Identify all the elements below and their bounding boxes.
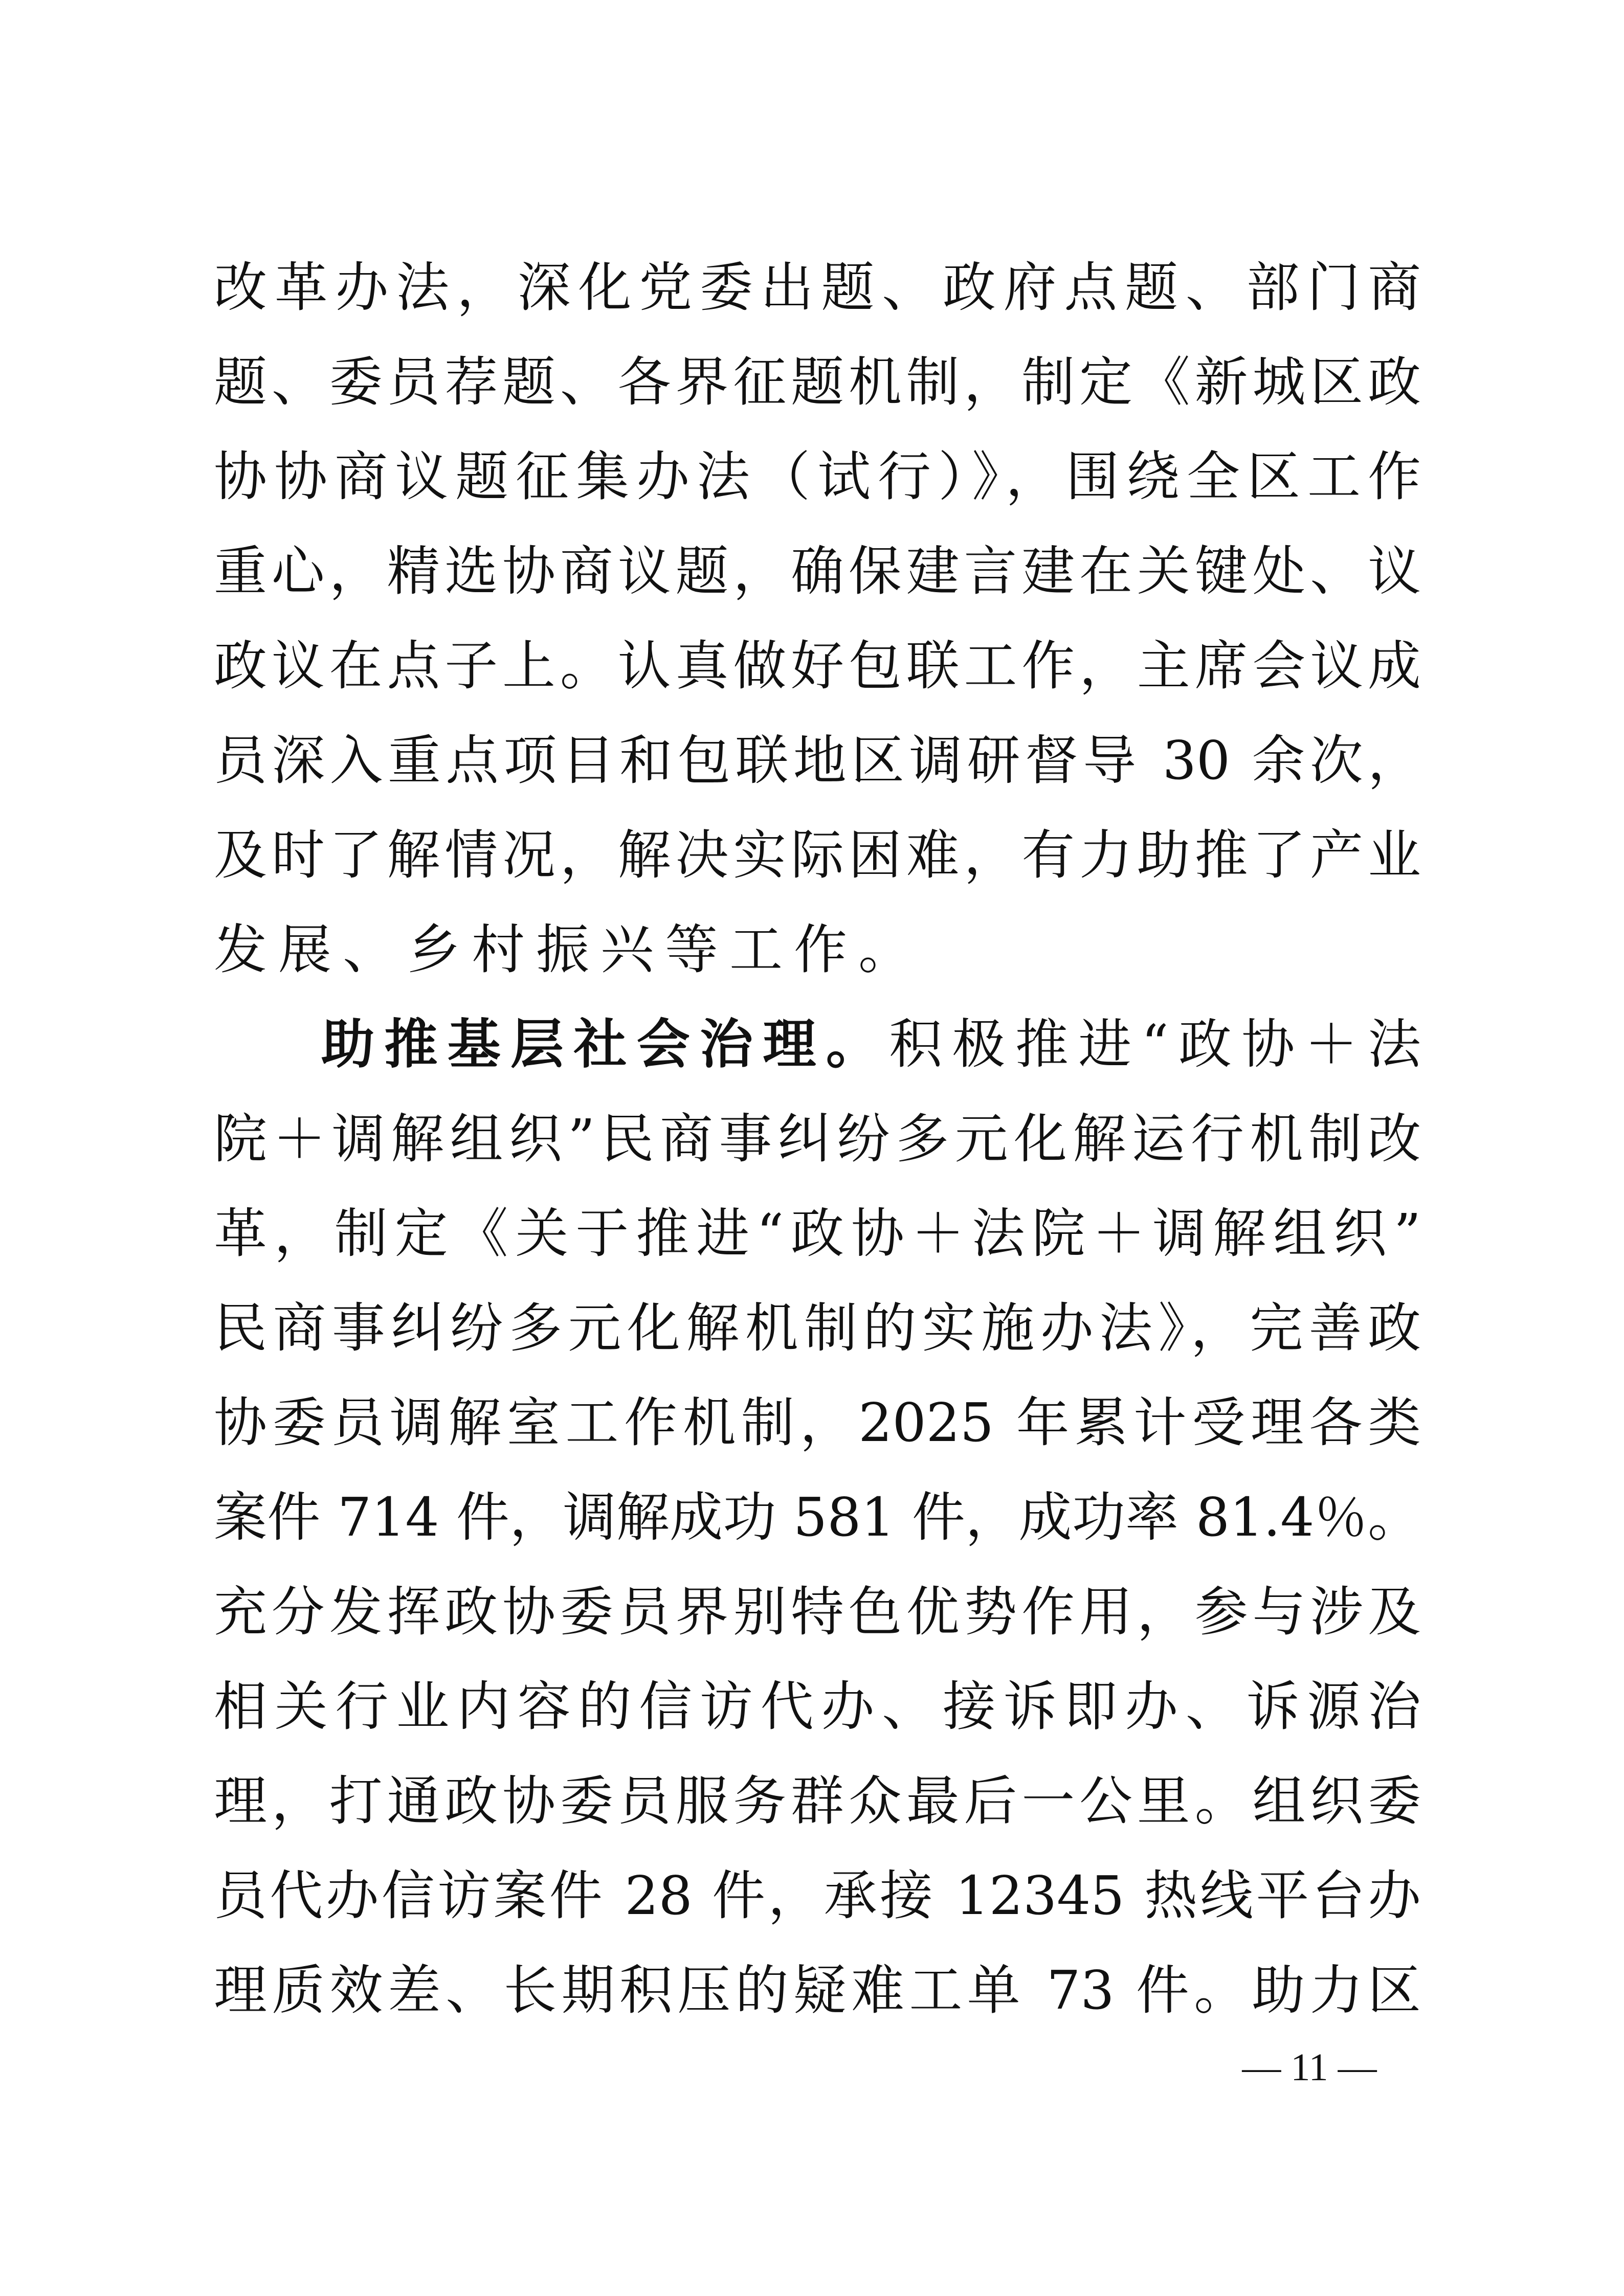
paragraph-2-line-6: 案件 714 件，调解成功 581 件，成功率 81.4％。: [214, 1486, 1421, 1548]
paragraph-1-line-6: 员深入重点项目和包联地区调研督导 30 余次，: [214, 729, 1421, 792]
paragraph-2-line-3: 革，制定《关于推进“政协＋法院＋调解组织”: [214, 1202, 1421, 1265]
body-text: [214, 240, 1421, 2038]
paragraph-2-line-8: 相关行业内容的信访代办、接诉即办、诉源治: [214, 1675, 1421, 1738]
paragraph-1-line-8: 发展、乡村振兴等工作。: [214, 918, 923, 981]
section-heading-lead: 助推基层社会治理。: [321, 1013, 889, 1075]
paragraph-1-line-5: 政议在点子上。认真做好包联工作，主席会议成: [214, 635, 1421, 697]
paragraph-2-line-10: 员代办信访案件 28 件，承接 12345 热线平台办: [214, 1864, 1421, 1927]
paragraph-2-line-5: 协委员调解室工作机制，2025 年累计受理各类: [214, 1391, 1421, 1454]
paragraph-2-line-7: 充分发挥政协委员界别特色优势作用，参与涉及: [214, 1581, 1421, 1643]
paragraph-2-line-1-rest: 积极推进“政协＋法: [889, 1013, 1421, 1075]
paragraph-2-line-1: [214, 997, 1421, 1092]
paragraph-1-line-3: 协协商议题征集办法（试行）》，围绕全区工作: [214, 445, 1421, 508]
paragraph-1-line-7: 及时了解情况，解决实际困难，有力助推了产业: [214, 824, 1421, 886]
paragraph-1-line-1: 改革办法，深化党委出题、政府点题、部门商: [214, 256, 1421, 319]
paragraph-2-line-11: 理质效差、长期积压的疑难工单 73 件。助力区: [214, 1959, 1421, 2021]
paragraph-1-line-2: 题、委员荐题、各界征题机制，制定《新城区政: [214, 351, 1421, 413]
page-number: — 11 —: [1242, 2046, 1377, 2089]
paragraph-2-line-9: 理，打通政协委员服务群众最后一公里。组织委: [214, 1770, 1421, 1832]
paragraph-1-line-4: 重心，精选协商议题，确保建言建在关键处、议: [214, 540, 1421, 602]
paragraph-2-line-4: 民商事纠纷多元化解机制的实施办法》，完善政: [214, 1297, 1421, 1359]
paragraph-2-line-2: 院＋调解组织”民商事纠纷多元化解运行机制改: [214, 1108, 1421, 1170]
